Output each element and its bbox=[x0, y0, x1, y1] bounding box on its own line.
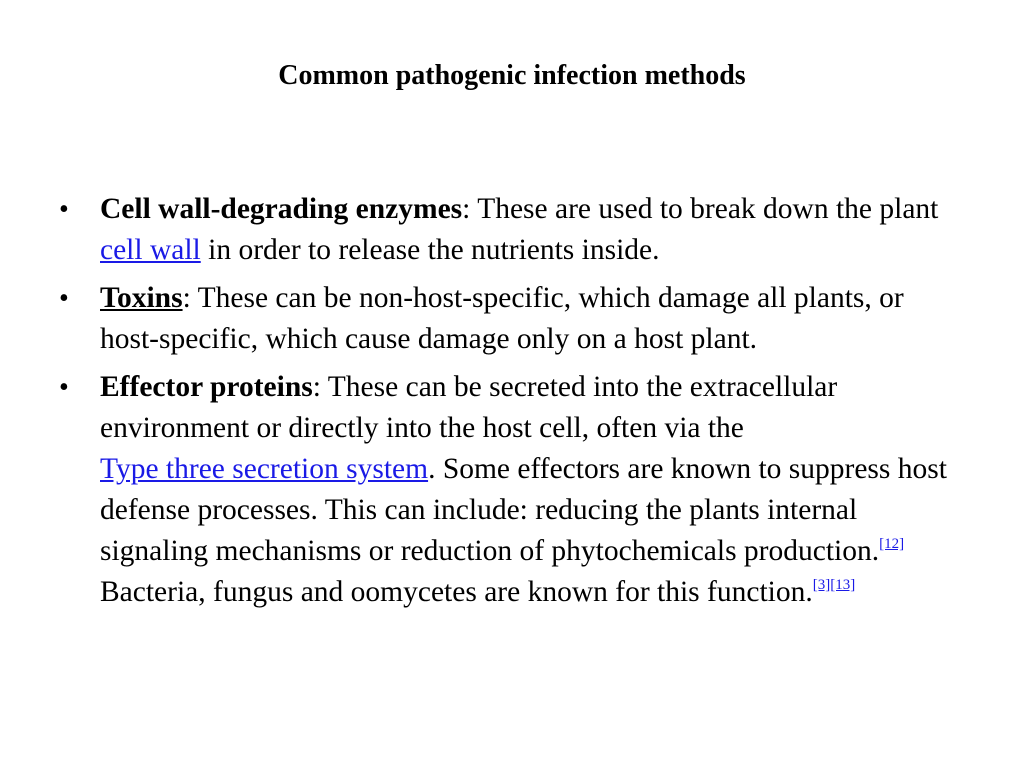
citation-ref bbox=[813, 577, 856, 593]
type-three-secretion-link[interactable]: Type three secretion system bbox=[100, 453, 429, 485]
bullet-text: in order to release the nutrients inside. bbox=[200, 234, 660, 266]
citation-link-3[interactable]: [3] bbox=[812, 577, 831, 593]
citation-ref bbox=[879, 536, 904, 552]
bullet-term: Cell wall-degrading enzymes bbox=[100, 193, 463, 225]
bullet-text: : These are used to break down the plant bbox=[462, 193, 939, 225]
bullet-term: Effector proteins bbox=[100, 371, 313, 403]
bullet-item-cell-wall-enzymes bbox=[59, 189, 969, 271]
bullet-icon: • bbox=[59, 283, 69, 314]
bullet-text: . Some effectors are known to suppress host defense processes. This can include: reducing the plants internal signaling mechanisms or reduction of phytochemicals production. bbox=[100, 453, 947, 567]
citation-link-12[interactable]: [12] bbox=[879, 536, 905, 552]
bullet-item-toxins bbox=[59, 278, 969, 360]
bullet-icon: • bbox=[59, 194, 69, 225]
bullet-icon: • bbox=[59, 372, 69, 403]
bullet-list bbox=[59, 189, 969, 620]
cell-wall-link[interactable]: cell wall bbox=[100, 234, 201, 266]
bullet-text: : These can be secreted into the extracellular environment or directly into the host cell, often via the bbox=[100, 371, 838, 444]
bullet-text: Bacteria, fungus and oomycetes are known for this function. bbox=[100, 576, 813, 608]
bullet-text: : These can be non-host-specific, which damage all plants, or host-specific, which cause damage only on a host plant. bbox=[100, 282, 904, 355]
bullet-item-effector-proteins bbox=[59, 367, 969, 613]
citation-link-13[interactable]: [13] bbox=[830, 577, 856, 593]
slide-title: Common pathogenic infection methods bbox=[278, 60, 746, 91]
bullet-term: Toxins bbox=[100, 282, 183, 314]
